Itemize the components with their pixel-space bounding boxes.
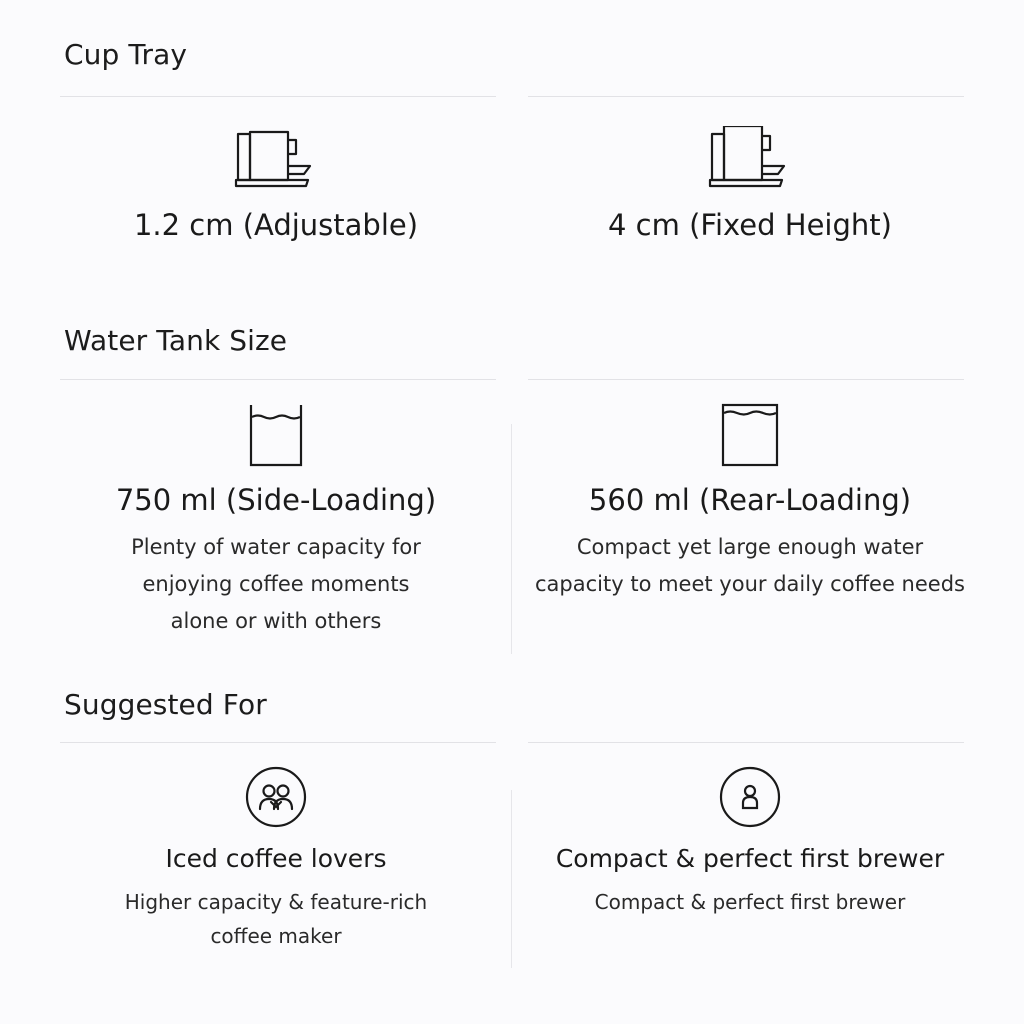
column-divider	[511, 790, 512, 968]
section-divider	[528, 96, 964, 97]
description-line: Higher capacity & feature-rich	[124, 890, 428, 914]
section-divider	[528, 742, 964, 743]
section-title-cup-tray: Cup Tray	[64, 38, 187, 71]
suggested-right	[530, 766, 970, 919]
water-tank-value: 560 ml (Rear-Loading)	[588, 483, 912, 517]
suggested-audience-title: Compact & perfect first brewer	[555, 844, 945, 873]
suggested-audience-description	[530, 885, 970, 919]
water-tank-description	[56, 529, 496, 640]
description-line: capacity to meet your daily coffee needs	[535, 572, 965, 596]
water-tank-value: 750 ml (Side-Loading)	[115, 483, 437, 517]
description-line: Compact yet large enough water	[576, 535, 924, 559]
water-tank-icon	[249, 403, 303, 467]
description-line: Compact & perfect first brewer	[594, 890, 906, 914]
cup-tray-right	[530, 126, 970, 242]
suggested-audience-description	[56, 885, 496, 953]
group-people-icon	[245, 766, 307, 828]
description-line: coffee maker	[210, 924, 342, 948]
section-divider	[528, 379, 964, 380]
section-divider	[60, 742, 496, 743]
column-divider	[511, 424, 512, 654]
section-title-suggested-for: Suggested For	[64, 688, 267, 721]
suggested-audience-title: Iced coffee lovers	[165, 844, 387, 873]
water-tank-right	[530, 403, 970, 603]
section-divider	[60, 96, 496, 97]
cup-tray-value: 1.2 cm (Adjustable)	[133, 208, 419, 242]
cup-tray-icon	[234, 126, 318, 194]
description-line: Plenty of water capacity for	[131, 535, 421, 559]
water-tank-left	[56, 403, 496, 640]
suggested-left	[56, 766, 496, 953]
cup-tray-left	[56, 126, 496, 242]
description-line: enjoying coffee moments	[142, 572, 410, 596]
single-person-icon	[719, 766, 781, 828]
description-line: alone or with others	[170, 609, 382, 633]
water-tank-description	[530, 529, 970, 603]
cup-tray-icon	[708, 126, 792, 194]
cup-tray-value: 4 cm (Fixed Height)	[608, 208, 892, 242]
section-title-water-tank: Water Tank Size	[64, 324, 288, 357]
water-tank-icon	[721, 403, 779, 467]
section-divider	[60, 379, 496, 380]
